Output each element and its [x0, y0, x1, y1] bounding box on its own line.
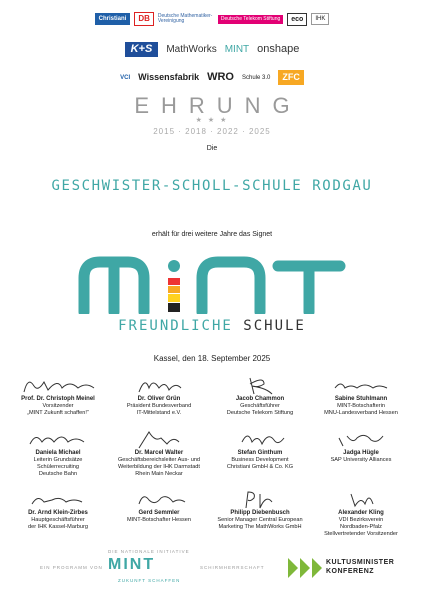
signer-role: Leiterin Grundsätze: [33, 457, 83, 463]
signer-role: VDI Bezirksverein: [338, 517, 384, 523]
signet-line-2: SCHULE: [243, 318, 306, 334]
ks-logo: K+S: [125, 42, 159, 57]
signer-name: Gerd Semmler: [138, 510, 180, 516]
signer-org: Marketing The MathWorks GmbH: [218, 524, 302, 530]
dmv-logo: Deutsche Mathematiker-Vereinigung: [157, 13, 213, 24]
handwritten-signature: [18, 488, 98, 510]
award-years: 2015 · 2018 · 2022 · 2025: [153, 127, 271, 136]
signer-org: „MINT Zukunft schaffen!“: [27, 410, 89, 416]
handwritten-signature: [321, 488, 401, 510]
sponsor-logos-row-3: [0, 70, 424, 85]
signature-block: [205, 488, 315, 531]
signer-org: Nordbaden-Pfalz: [340, 524, 382, 530]
signer-role: Präsident Bundesverband: [126, 403, 192, 409]
signer-role: MINT-Botschafterin: [337, 403, 385, 409]
signature-block: [3, 488, 113, 531]
signature-block: [104, 374, 214, 417]
zukunft-label: ZUKUNFT SCHAFFEN: [118, 578, 181, 583]
handwritten-signature: [321, 428, 401, 450]
signer-role: Vorsitzender: [42, 403, 74, 409]
signer-name: Dr. Oliver Grün: [137, 396, 181, 402]
signature-block: [306, 374, 416, 417]
signer-org: MNU-Landesverband Hessen: [324, 410, 398, 416]
handwritten-signature: [18, 374, 98, 396]
signer-org-2: Rhein Main Neckar: [135, 471, 183, 477]
kmk-label-2: KONFERENZ: [326, 568, 375, 575]
signer-name: Dr. Arnd Klein-Zirbes: [28, 510, 88, 516]
zfc-logo: ZFC: [278, 70, 304, 85]
onshape-logo: onshape: [257, 43, 300, 55]
signer-name: Jacob Chammon: [235, 396, 285, 402]
handwritten-signature: [220, 488, 300, 510]
signer-org: Deutsche Telekom Stiftung: [226, 410, 294, 416]
mint-signet-logo: [78, 256, 348, 314]
signature-block: [306, 488, 416, 538]
signer-role: Hauptgeschäftsführer: [31, 517, 85, 523]
sponsor-logos-row-2: [0, 42, 424, 57]
schule-3-logo: Schule 3.0: [242, 74, 271, 81]
signature-block: [3, 374, 113, 417]
footer-mint-logo: MINT: [108, 556, 156, 573]
handwritten-signature: [119, 428, 199, 450]
handwritten-signature: [321, 374, 401, 396]
program-label: EIN PROGRAMM VON: [40, 565, 103, 570]
certificate-title: EHRUNG: [134, 93, 302, 118]
handwritten-signature: [119, 374, 199, 396]
signer-org-2: Deutsche Bahn: [38, 471, 78, 477]
signer-org: der IHK Kassel-Marburg: [28, 524, 88, 530]
signer-org: IT-Mittelstand e.V.: [136, 410, 182, 416]
signature-block: [205, 428, 315, 471]
mint-logo-small: MINT: [224, 43, 250, 55]
signer-org: Christiani GmbH & Co. KG: [226, 464, 294, 470]
award-text: erhält für drei weitere Jahre das Signet: [151, 231, 273, 238]
signer-name: Sabine Stuhlmann: [334, 396, 388, 402]
db-logo: DB: [134, 12, 154, 26]
signer-role: Geschäftsbereichsleiter Aus- und: [117, 457, 201, 463]
initiative-label: DIE NATIONALE INITIATIVE: [108, 549, 190, 554]
stars-decoration: ★ ★ ★: [195, 117, 229, 124]
signer-name: Daniela Michael: [35, 450, 81, 456]
signer-role: Business Development: [231, 457, 289, 463]
handwritten-signature: [18, 428, 98, 450]
signature-block: [306, 428, 416, 464]
signer-role: Geschäftsführer: [240, 403, 280, 409]
signature-block: [3, 428, 113, 478]
signer-role: MINT-Botschafter Hessen: [126, 517, 192, 523]
signet-subtitle: [0, 318, 424, 334]
handwritten-signature: [119, 488, 199, 510]
handwritten-signature: [220, 374, 300, 396]
kmk-logo-icon: [288, 558, 324, 578]
signer-name: Prof. Dr. Christoph Meinel: [21, 396, 95, 402]
vci-logo: VCI: [120, 74, 131, 81]
signer-name: Philipp Diebenbusch: [230, 510, 290, 516]
patron-label: SCHIRMHERRSCHAFT: [200, 565, 265, 570]
signature-block: [205, 374, 315, 417]
signer-org-2: Stellvertretender Vorsitzender: [324, 531, 398, 537]
telekom-stiftung-logo: Deutsche Telekom Stiftung: [218, 15, 283, 24]
signer-name: Dr. Marcel Walter: [134, 450, 184, 456]
wissensfabrik-logo: Wissensfabrik: [138, 72, 200, 82]
handwritten-signature: [220, 428, 300, 450]
signet-line-1: FREUNDLICHE: [118, 318, 233, 334]
signature-block: [104, 428, 214, 478]
wro-logo: WRO: [207, 71, 234, 83]
signer-role: Senior Manager Central European: [217, 517, 303, 523]
kmk-label-1: KULTUSMINISTER: [326, 559, 395, 566]
eco-logo: eco: [287, 13, 307, 26]
signer-name: Jadga Hügle: [343, 450, 379, 456]
signer-role: SAP University Alliances: [330, 457, 392, 463]
sponsor-logos-row-1: [0, 12, 424, 26]
signature-block: [104, 488, 214, 524]
mathworks-logo: MathWorks: [166, 43, 217, 55]
school-name: GESCHWISTER-SCHOLL-SCHULE RODGAU: [51, 178, 373, 194]
signer-name: Alexander Kling: [338, 510, 384, 516]
signer-org: Schülerrecruiting: [37, 464, 79, 470]
intro-text: Die: [206, 145, 218, 152]
place-date: Kassel, den 18. September 2025: [153, 354, 271, 363]
ihk-logo: IHK: [311, 13, 329, 25]
signer-org: Weiterbildung der IHK Darmstadt: [118, 464, 200, 470]
signer-name: Stefan Ginthum: [237, 450, 283, 456]
christiani-logo: Christiani: [95, 13, 131, 25]
footer: [0, 548, 424, 588]
